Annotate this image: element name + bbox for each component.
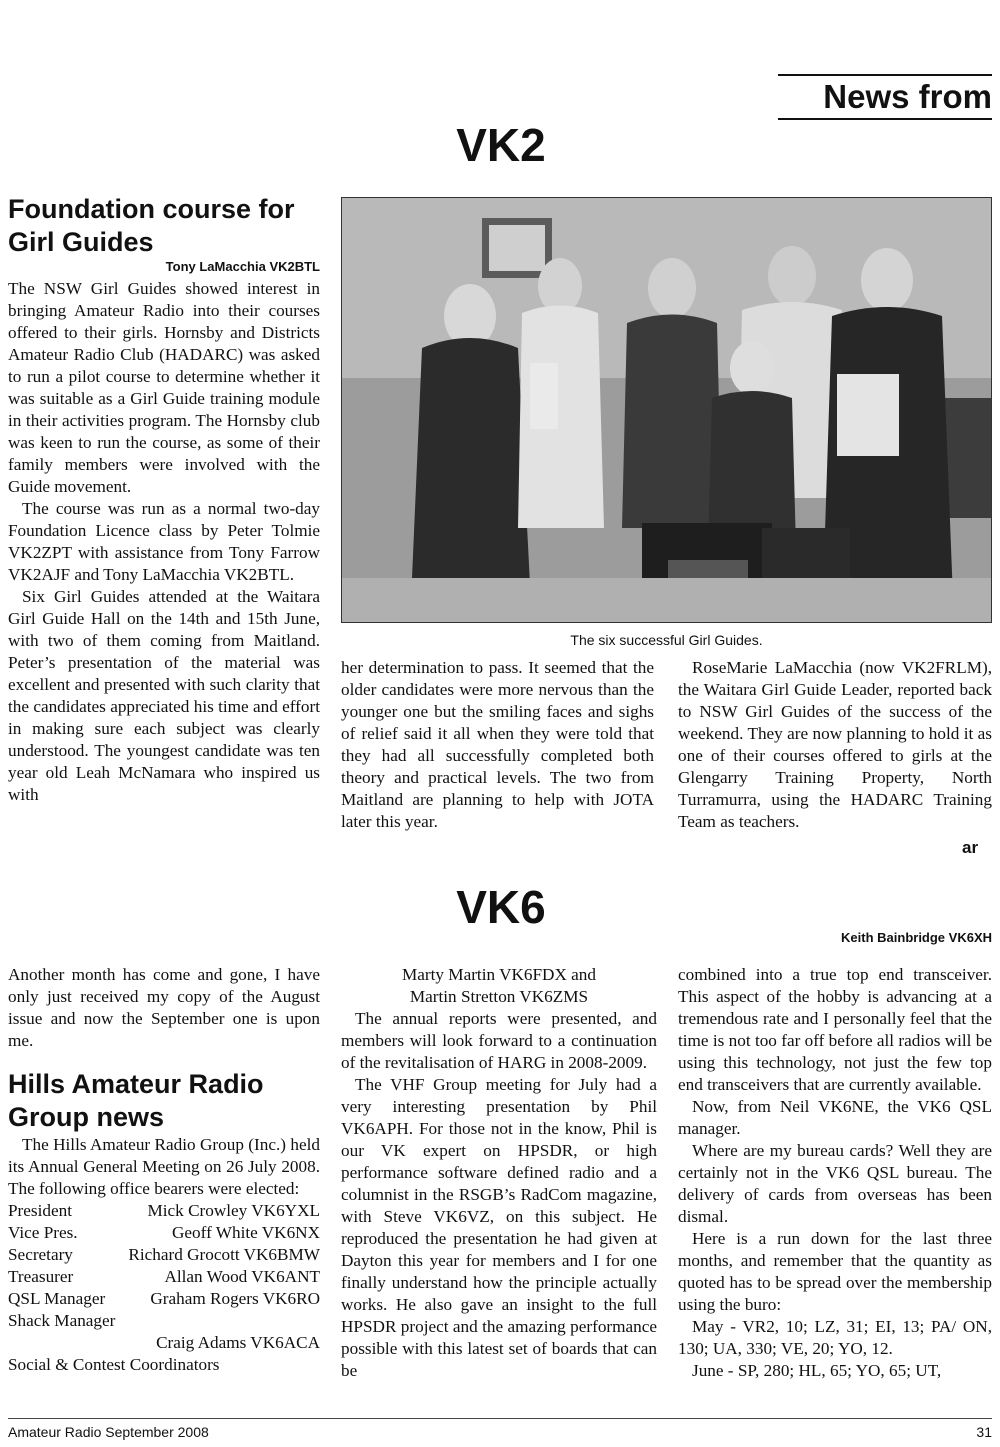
vk6-author-byline: Keith Bainbridge VK6XH <box>841 930 992 945</box>
hills-title-line1: Hills Amateur Radio <box>8 1069 264 1099</box>
officer-row <box>8 1222 320 1244</box>
girl-guides-photo-illustration <box>342 198 992 623</box>
vk6-col3-paragraph: Here is a run down for the last three months, and remember that the quantity as quoted has to be spread over the membership using the buro: <box>678 1229 992 1314</box>
page-number: 31 <box>976 1424 992 1440</box>
officer-row <box>8 1288 320 1310</box>
officer-role: President <box>8 1201 72 1220</box>
vk2-column-2 <box>341 657 654 833</box>
footer-publication: Amateur Radio September 2008 <box>8 1424 209 1440</box>
vk6-col2-paragraph: The VHF Group meeting for July had a very interesting presentation by Phil VK6APH. For those not in the know, Phil is our VK expert on HPSDR, or high performance software defined radio and a columnist in the RSGB’s RadCom magazine, with Steve VK6VZ, on this subject. He reproduced the presentation he had given at Dayton this year for members and I for one finally understand how the principle actually works. He also gave an insight to the full HPSDR project and the amazing performance possible with this latest set of boards that can be <box>341 1075 657 1380</box>
social-coordinators-role: Social & Contest Coordinators <box>8 1355 220 1374</box>
vk2-column-3 <box>678 657 992 833</box>
vk6-col3-paragraph: June - SP, 280; HL, 65; YO, 65; UT, <box>692 1361 942 1380</box>
shack-manager-role: Shack Manager <box>8 1311 116 1330</box>
article-title-line2: Girl Guides <box>8 227 154 257</box>
vk2-col3-paragraph: RoseMarie LaMacchia (now VK2FRLM), the Waitara Girl Guide Leader, reported back to NSW Girl Guides of the success of the weekend. They are now planning to hold it as one of their courses offered to girls at the Glengarry Training Property, North Turramurra, using the HADARC Training Team as teachers. <box>678 658 992 831</box>
vk6-column-3 <box>678 964 992 1382</box>
vk6-col3-paragraph: May - VR2, 10; LZ, 31; EI, 13; PA/ ON, 130; UA, 330; VE, 20; YO, 12. <box>678 1317 992 1358</box>
vk6-column-1 <box>8 964 320 1052</box>
officer-role: Vice Pres. <box>8 1223 78 1242</box>
officer-name: Graham Rogers VK6RO <box>150 1289 320 1308</box>
hills-title <box>8 1068 328 1134</box>
vk6-column-2 <box>341 964 657 1382</box>
vk6-col3-paragraph: Now, from Neil VK6NE, the VK6 QSL manager. <box>678 1097 992 1138</box>
vk6-col3-paragraph: combined into a true top end transceiver. This aspect of the hobby is advancing at a tremendous rate and I personally feel that the time is not too far off before all radios will be using this technology, not just the few top end transceivers that are currently available. <box>678 965 992 1094</box>
hills-paragraph: The Hills Amateur Radio Group (Inc.) held its Annual General Meeting on 26 July 2008. The following office bearers were elected: <box>8 1135 320 1198</box>
vk6-intro-paragraph: Another month has come and gone, I have only just received my copy of the August issue and now the September one is upon me. <box>8 965 320 1050</box>
vk6-col3-paragraph: Where are my bureau cards? Well they are certainly not in the VK6 QSL bureau. The delivery of cards from overseas has been dismal. <box>678 1141 992 1226</box>
officer-row <box>8 1200 320 1222</box>
photo-caption: The six successful Girl Guides. <box>570 632 763 648</box>
footer-divider <box>8 1418 992 1419</box>
officer-row <box>8 1244 320 1266</box>
officer-role: Secretary <box>8 1245 73 1264</box>
officer-row <box>8 1266 320 1288</box>
officer-name: Mick Crowley VK6YXL <box>147 1201 320 1220</box>
coordinator-name: Marty Martin VK6FDX and <box>402 965 596 984</box>
hills-article <box>8 1134 320 1376</box>
vk2-author-byline: Tony LaMacchia VK2BTL <box>165 259 320 274</box>
officer-role: Treasurer <box>8 1267 74 1286</box>
vk6-col2-paragraph: The annual reports were presented, and members will look forward to a continuation of the revitalisation of HARG in 2008-2009. <box>341 1009 657 1072</box>
officer-name: Richard Grocott VK6BMW <box>128 1245 320 1264</box>
article-title-line1: Foundation course for <box>8 194 295 224</box>
news-from-header: News from <box>778 74 992 120</box>
girl-guides-photo <box>341 197 992 623</box>
coordinator-name: Martin Stretton VK6ZMS <box>409 987 589 1006</box>
vk2-section-title: VK2 <box>456 119 546 171</box>
article-title <box>8 193 328 259</box>
vk2-col2-paragraph: her determination to pass. It seemed that the older candidates were more nervous than the younger one but the smiling faces and sighs of relief said it all when they were told that they had all successfully completed both theory and practical levels. The two from Maitland are planning to help with JOTA later this year. <box>341 658 654 831</box>
vk2-col1-paragraph: The NSW Girl Guides showed interest in bringing Amateur Radio into their courses offered to their girls. Hornsby and Districts Amateur Radio Club (HADARC) was asked to run a pilot course to determine whether it was suitable as a Girl Guide training module in their activities program. The Hornsby club was keen to run the course, as some of their family members were involved with the Guide movement. <box>8 279 320 496</box>
hills-title-line2: Group news <box>8 1102 165 1132</box>
vk2-col1-paragraph: Six Girl Guides attended at the Waitara Girl Guide Hall on the 14th and 15th June, with two of them coming from Maitland. Peter’s presentation of the material was excellent and presented with such clarity that the candidates appreciated his time and effort in making sure each subject was clearly understood. The youngest candidate was ten year old Leah McNamara who inspired us with <box>8 587 320 804</box>
end-mark: ar <box>962 838 979 857</box>
officer-name: Geoff White VK6NX <box>172 1223 320 1242</box>
shack-manager-name: Craig Adams VK6ACA <box>156 1333 320 1352</box>
vk2-column-1 <box>8 278 320 806</box>
officer-role: QSL Manager <box>8 1289 106 1308</box>
vk6-section-title: VK6 <box>456 881 546 933</box>
officer-name: Allan Wood VK6ANT <box>164 1267 320 1286</box>
vk2-col1-paragraph: The course was run as a normal two-day Foundation Licence class by Peter Tolmie VK2ZPT with assistance from Tony Farrow VK2AJF and Tony LaMacchia VK2BTL. <box>8 499 320 584</box>
